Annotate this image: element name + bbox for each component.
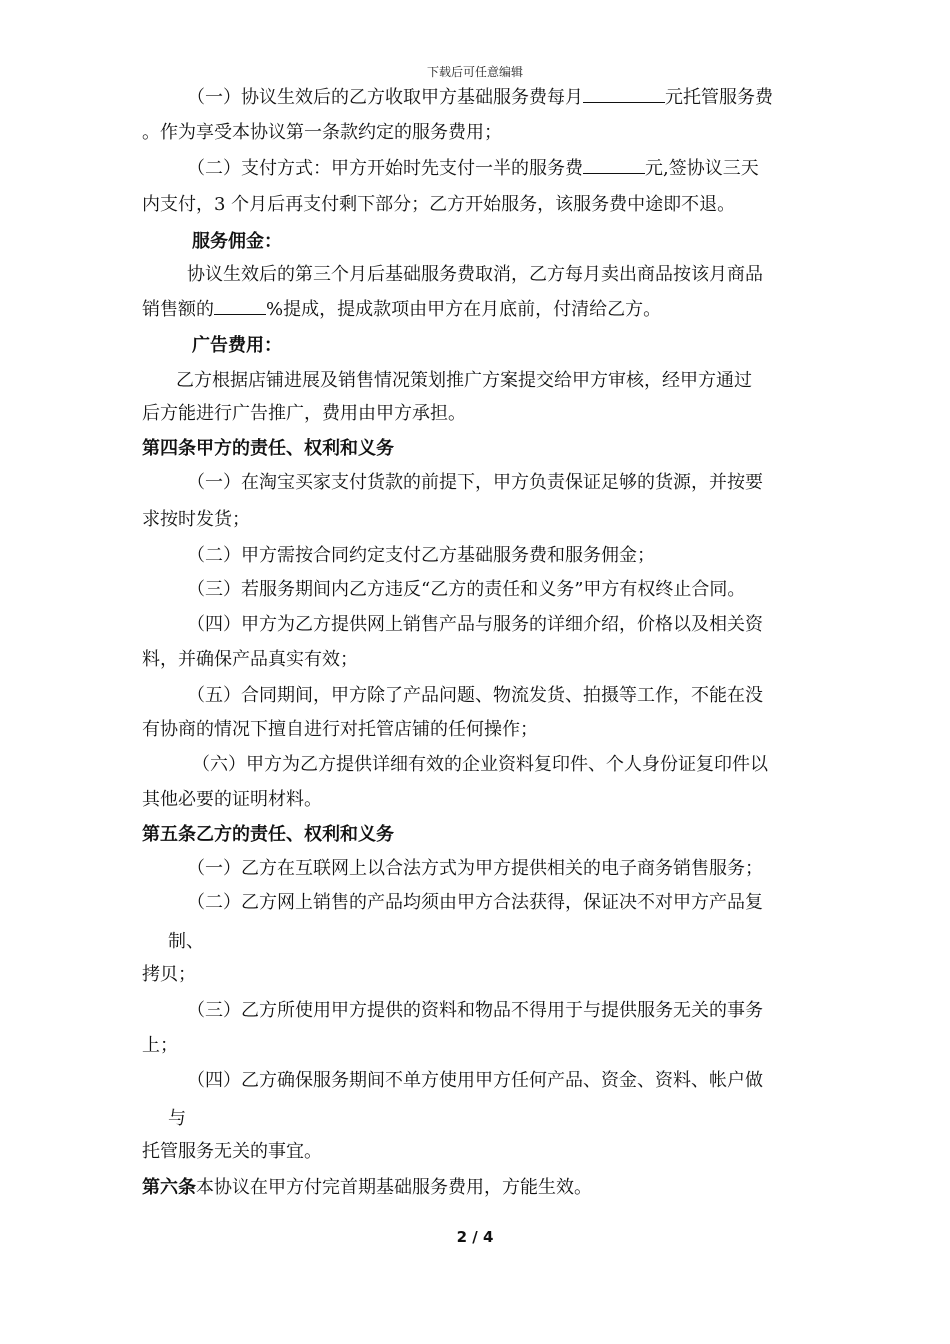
article-4-item-6b: 其他必要的证明材料。 xyxy=(142,789,322,810)
commission-line-1: 协议生效后的第三个月后基础服务费取消，乙方每月卖出商品按该月商品 xyxy=(187,264,763,285)
article-5-heading: 第五条乙方的责任、权利和义务 xyxy=(142,824,394,845)
ads-line-1: 乙方根据店铺进展及销售情况策划推广方案提交给甲方审核，经甲方通过 xyxy=(176,370,752,391)
article-4-item-1b: 求按时发货； xyxy=(142,509,250,530)
article-6-label: 第六条 xyxy=(142,1177,196,1198)
article-4-item-2: （二）甲方需按合同约定支付乙方基础服务费和服务佣金； xyxy=(187,545,655,566)
payment-line-1: （二）支付方式：甲方开始时先支付一半的服务费 元,签协议三天 xyxy=(187,155,759,182)
commission-line-2: 销售额的 %提成，提成款项由甲方在月底前，付清给乙方。 xyxy=(142,296,661,323)
article-5-item-4b: 与 xyxy=(168,1108,186,1129)
payment-amount-blank xyxy=(583,155,645,174)
article-5-item-4a: （四）乙方确保服务期间不单方使用甲方任何产品、资金、资料、帐户做 xyxy=(187,1070,763,1091)
article-4-item-1a: （一）在淘宝买家支付货款的前提下，甲方负责保证足够的货源，并按要 xyxy=(187,472,763,493)
article-4-item-4b: 料，并确保产品真实有效； xyxy=(142,649,358,670)
article-6-text: 本协议在甲方付完首期基础服务费用，方能生效。 xyxy=(196,1177,592,1198)
article-4-item-3: （三）若服务期间内乙方违反“乙方的责任和义务”甲方有权终止合同。 xyxy=(187,579,746,600)
article-4-heading: 第四条甲方的责任、权利和义务 xyxy=(142,438,394,459)
fee-line-1: （一）协议生效后的乙方收取甲方基础服务费每月 元托管服务费 xyxy=(187,84,773,111)
page-number: 2 / 4 xyxy=(456,1228,494,1246)
article-5-item-3a: （三）乙方所使用甲方提供的资料和物品不得用于与提供服务无关的事务 xyxy=(187,1000,763,1021)
article-4-item-5b: 有协商的情况下擅自进行对托管店铺的任何操作； xyxy=(142,719,538,740)
article-5-item-4c: 托管服务无关的事宜。 xyxy=(142,1141,322,1162)
article-5-item-1: （一）乙方在互联网上以合法方式为甲方提供相关的电子商务销售服务； xyxy=(187,858,763,879)
article-5-item-2a: （二）乙方网上销售的产品均须由甲方合法获得，保证决不对甲方产品复 xyxy=(187,892,763,913)
payment-line-2: 内支付，3 个月后再支付剩下部分；乙方开始服务，该服务费中途即不退。 xyxy=(142,194,736,215)
ads-heading: 广告费用： xyxy=(192,335,282,356)
article-5-item-3b: 上； xyxy=(142,1035,178,1056)
header-note: 下载后可任意编辑 xyxy=(426,65,523,79)
commission-heading: 服务佣金： xyxy=(192,231,282,252)
commission-rate-blank xyxy=(214,296,266,315)
article-6 xyxy=(142,1175,592,1201)
ads-line-2: 后方能进行广告推广，费用由甲方承担。 xyxy=(142,403,466,424)
article-4-item-4a: （四）甲方为乙方提供网上销售产品与服务的详细介绍，价格以及相关资 xyxy=(187,614,763,635)
fee-amount-blank xyxy=(583,84,665,103)
article-5-item-2c: 拷贝； xyxy=(142,964,196,985)
article-4-item-5a: （五）合同期间，甲方除了产品问题、物流发货、拍摄等工作，不能在没 xyxy=(187,685,763,706)
article-4-item-6a: （六）甲方为乙方提供详细有效的企业资料复印件、个人身份证复印件以 xyxy=(192,754,768,775)
fee-line-2: 。作为享受本协议第一条款约定的服务费用； xyxy=(142,122,502,143)
article-5-item-2b: 制、 xyxy=(168,931,204,952)
